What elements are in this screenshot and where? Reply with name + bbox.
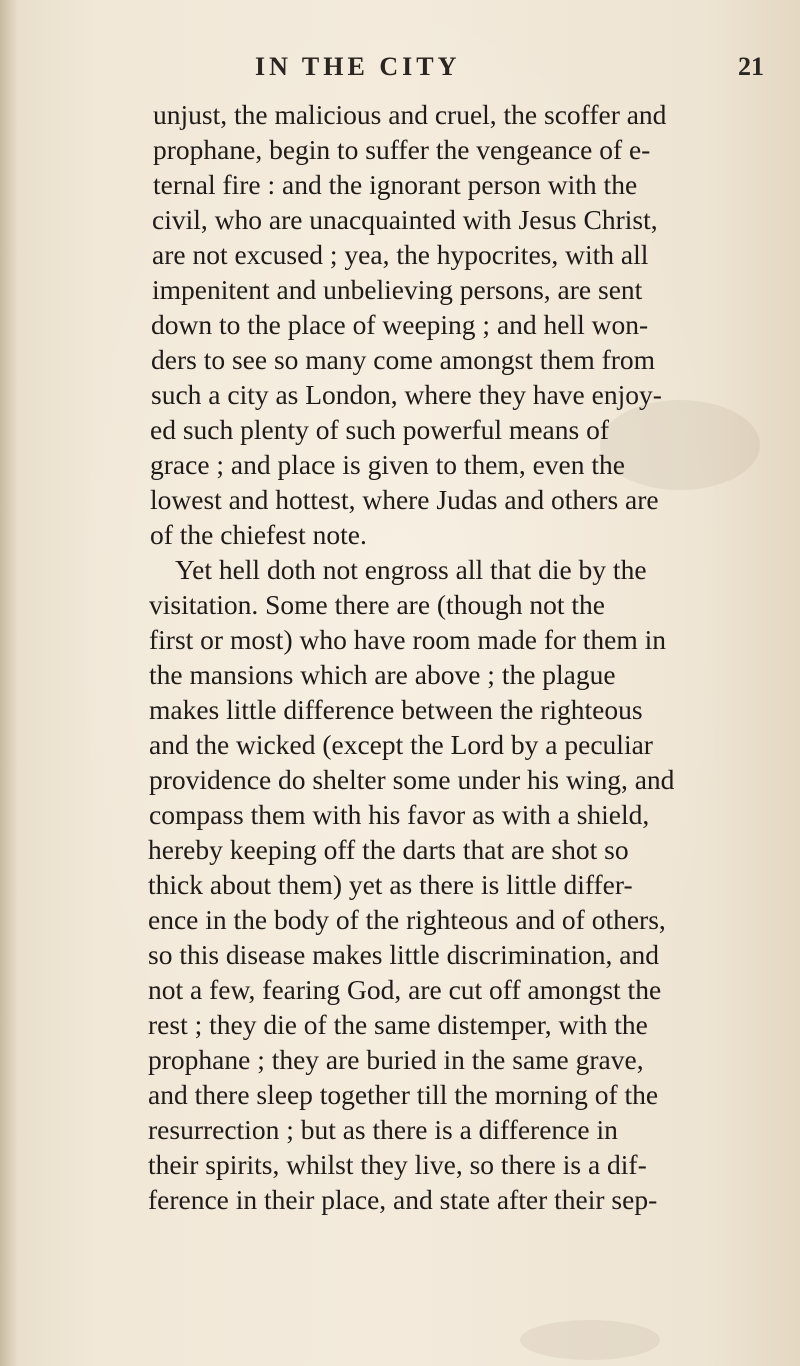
text-line: down to the place of weeping ; and hell won-: [151, 309, 649, 340]
text-line: of the chiefest note.: [150, 519, 367, 550]
text-line: compass them with his favor as with a shield,: [149, 799, 650, 830]
text-line: not a few, fearing God, are cut off amongst the: [148, 974, 662, 1005]
text-line: are not excused ; yea, the hypocrites, with all: [152, 239, 649, 270]
text-line: Yet hell doth not engross all that die by the: [175, 554, 647, 585]
text-line: such a city as London, where they have enjoy-: [151, 379, 662, 410]
text-line: so this disease makes little discrimination, and: [148, 939, 659, 970]
text-line: visitation. Some there are (though not the: [149, 589, 605, 620]
text-line: ed such plenty of such powerful means of: [150, 414, 609, 445]
text-line: grace ; and place is given to them, even the: [150, 449, 625, 480]
running-title: IN THE CITY: [255, 52, 461, 81]
text-line: prophane, begin to suffer the vengeance of e-: [153, 134, 651, 165]
text-line: prophane ; they are buried in the same grave,: [148, 1044, 644, 1075]
text-line: ternal fire : and the ignorant person with the: [153, 169, 638, 200]
gutter-shadow: [0, 0, 18, 1366]
text-line: and there sleep together till the morning of the: [148, 1079, 659, 1110]
text-line: ence in the body of the righteous and of others,: [148, 904, 666, 935]
text-line: ders to see so many come amongst them from: [151, 344, 656, 375]
text-line: thick about them) yet as there is little differ-: [148, 869, 633, 900]
text-line: the mansions which are above ; the plague: [149, 659, 616, 690]
text-line: their spirits, whilst they live, so there is a dif-: [148, 1149, 647, 1180]
text-line: providence do shelter some under his wing, and: [149, 764, 675, 795]
running-head: [0, 52, 800, 92]
text-line: and the wicked (except the Lord by a peculiar: [149, 729, 653, 760]
text-line: unjust, the malicious and cruel, the scoffer and: [153, 99, 667, 130]
page-number: 21: [738, 52, 764, 81]
text-line: hereby keeping off the darts that are shot so: [148, 834, 629, 865]
text-line: makes little difference between the righteous: [149, 694, 643, 725]
text-line: ference in their place, and state after their sep-: [148, 1184, 658, 1215]
text-line: rest ; they die of the same distemper, with the: [148, 1009, 648, 1040]
text-line: resurrection ; but as there is a difference in: [148, 1114, 618, 1145]
paper-stain: [520, 1320, 660, 1360]
text-line: first or most) who have room made for them in: [149, 624, 667, 655]
text-line: civil, who are unacquainted with Jesus Christ,: [152, 204, 658, 235]
text-line: lowest and hottest, where Judas and others are: [150, 484, 659, 515]
text-line: impenitent and unbelieving persons, are sent: [152, 274, 643, 305]
